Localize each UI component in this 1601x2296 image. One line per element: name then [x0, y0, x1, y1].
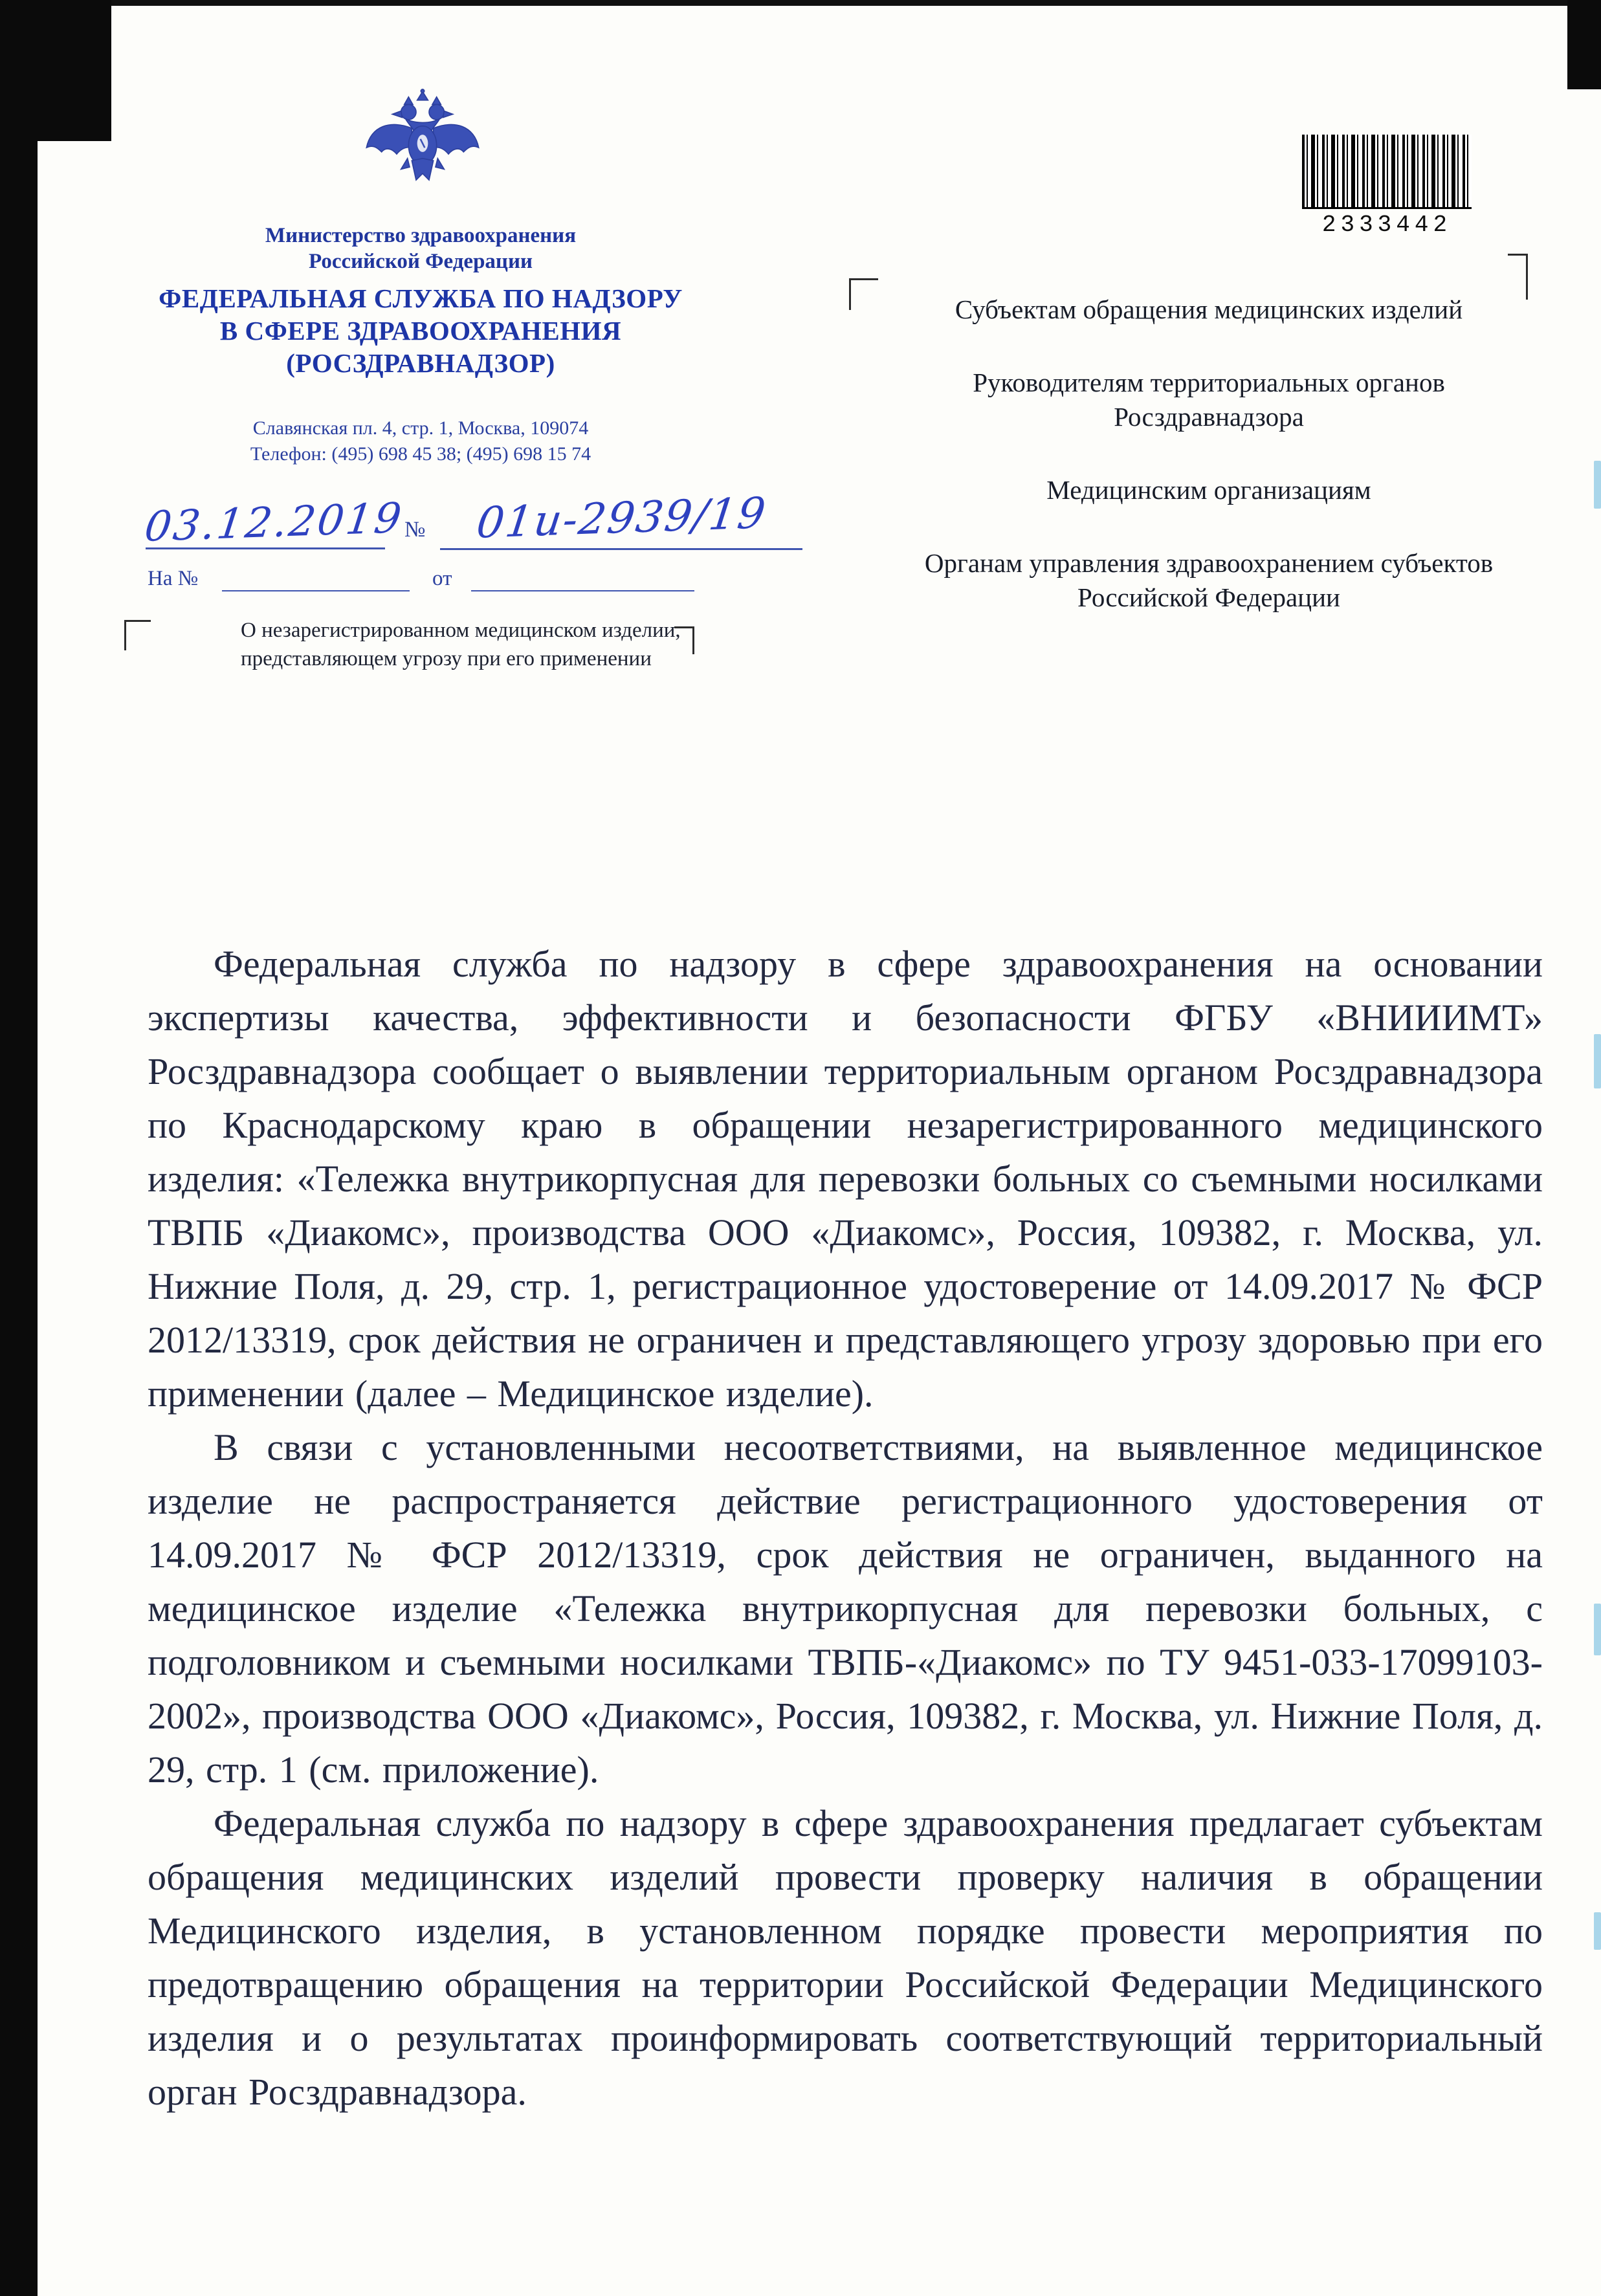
addressee-item: Органам управления здравоохранением субъектов Российской Федерации	[924, 548, 1494, 612]
number-sign-label: №	[404, 518, 426, 542]
addressee-item: Субъектам обращения медицинских изделий	[955, 294, 1463, 324]
ministry-name-line2: Российской Федерации	[309, 250, 533, 273]
addressee-item: Медицинским организациям	[1046, 475, 1371, 505]
service-name-line2: В СФЕРЕ ЗДРАВООХРАНЕНИЯ	[219, 316, 622, 346]
handwritten-date: 03.12.2019	[142, 494, 406, 551]
scan-artifact-right-mark	[1594, 1034, 1601, 1088]
corner-mark	[849, 278, 878, 310]
incoming-number-blank	[222, 590, 410, 591]
handwritten-number: 01и-2939/19	[473, 488, 769, 548]
ministry-name-line1: Министерство здравоохранения	[265, 224, 577, 247]
double-headed-eagle-icon	[358, 83, 487, 216]
outgoing-number-field	[440, 489, 802, 550]
scan-artifact-right-mark	[1594, 461, 1601, 509]
scan-artifact-top-edge	[0, 0, 1601, 6]
incoming-reference-row	[148, 567, 801, 599]
outgoing-date-field	[142, 494, 406, 551]
body-paragraph-2: В связи с установленными несоответствиями, на выявленное медицинское изделие не распространяется действие регистрационного удостоверения от 14.09.2017 № ФСР 2012/13319, срок действия не ограничен, выданного на медицинское изделие «Тележка внутрикорпусная для перевозки больных, с подголовником и съемными носилками ТВПБ-«Диакомс» по ТУ 9451-033-17099103-2002», производства ООО «Диакомс», Россия, 109382, г. Москва, ул. Нижние Поля, д. 29, стр. 1 (см. приложение).	[148, 1426, 1543, 1791]
body-paragraph-1: Федеральная служба по надзору в сфере здравоохранения на основании экспертизы качества, эффективности и безопасности ФГБУ «ВНИИИМТ» Росздравнадзора сообщает о выявлении территориальным органом Росздравнадзора по Краснодарскому краю в обращении незарегистрированного медицинского изделия: «Тележка внутрикорпусная для перевозки больных со съемными носилками ТВПБ «Диакомс», производства ООО «Диакомс», Россия, 109382, г. Москва, ул. Нижние Поля, д. 29, стр. 1, регистрационное удостоверение от 14.09.2017 № ФСР 2012/13319, срок действия не ограничен и представляющего угрозу здоровью при его применении (далее – Медицинское изделие).	[148, 943, 1543, 1415]
service-name-line1: ФЕДЕРАЛЬНАЯ СЛУЖБА ПО НАДЗОРУ	[159, 283, 683, 313]
letter-body	[148, 937, 1543, 2119]
incoming-date-label: от	[432, 567, 452, 590]
service-name	[141, 282, 700, 379]
registration-barcode	[1302, 135, 1472, 238]
postal-address: Славянская пл. 4, стр. 1, Москва, 109074	[252, 417, 589, 439]
letter-subject: О незарегистрированном медицинском изделии, представляющем угрозу при его применении	[241, 619, 681, 670]
incoming-number-label: На №	[148, 567, 199, 590]
body-paragraph-3: Федеральная служба по надзору в сфере здравоохранения предлагает субъектам обращения медицинских изделий провести проверку наличия в обращении Медицинского изделия, в установленном порядке провести мероприятия по предотвращению обращения на территории Российской Федерации Медицинского изделия и о результатах проинформировать соответствующий территориальный орган Росздравнадзора.	[148, 1802, 1543, 2113]
barcode-number: 2333442	[1321, 212, 1452, 238]
incoming-date-blank	[471, 590, 694, 591]
addressee-block	[918, 293, 1500, 615]
addressee-item: Руководителям территориальных органов Росздравнадзора	[973, 368, 1445, 432]
scan-artifact-right-mark	[1594, 1912, 1601, 1950]
outgoing-reference-row	[142, 488, 799, 557]
coat-of-arms-emblem	[353, 79, 492, 220]
scan-artifact-right-mark	[1594, 1604, 1601, 1655]
corner-mark	[124, 620, 151, 650]
barcode-icon	[1302, 135, 1472, 209]
contact-block	[162, 415, 679, 467]
scan-artifact-left-edge	[0, 0, 38, 2296]
phone-numbers: Телефон: (495) 698 45 38; (495) 698 15 74	[250, 443, 591, 465]
corner-mark	[1508, 254, 1528, 300]
ministry-name	[162, 223, 679, 274]
scan-artifact-top-right	[1567, 0, 1601, 89]
scan-artifact-top-left	[0, 0, 111, 141]
service-name-line3: (РОСЗДРАВНАДЗОР)	[286, 348, 555, 378]
